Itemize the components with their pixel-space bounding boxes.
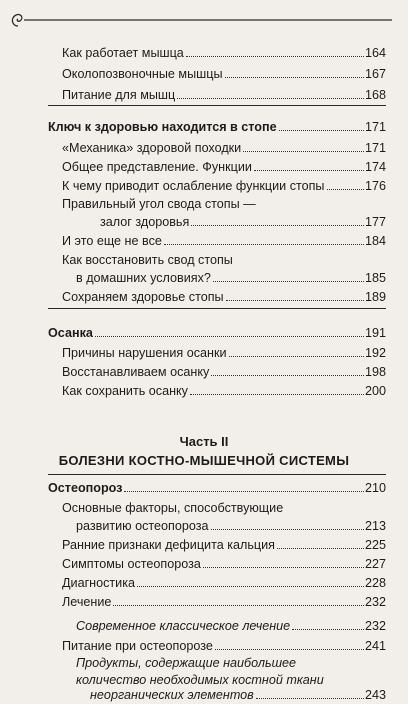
toc-entry: Сохраняем здоровье стопы 189 <box>62 290 386 304</box>
toc-entry: Питание для мышц 168 <box>62 88 386 102</box>
toc-subentry: неорганических элементов 243 <box>90 688 386 702</box>
toc-entry: Причины нарушения осанки 192 <box>62 346 386 360</box>
toc-entry-title: Правильный угол свода стопы — <box>62 197 256 211</box>
toc-entry: Лечение 232 <box>62 595 386 609</box>
toc-entry: Диагностика 228 <box>62 576 386 590</box>
toc-entry: Общее представление. Функции 174 <box>62 160 386 174</box>
toc-entry: в домашних условиях? 185 <box>76 271 386 285</box>
toc-entry-title: Основные факторы, способствующие <box>62 501 284 515</box>
toc-entry: Околопозвоночные мышцы 167 <box>62 67 386 81</box>
toc-entry: И это еще не все 184 <box>62 234 386 248</box>
toc-entry: «Механика» здоровой походки 171 <box>62 141 386 155</box>
section-divider <box>48 308 386 309</box>
part-title: БОЛЕЗНИ КОСТНО-МЫШЕЧНОЙ СИСТЕМЫ <box>58 453 350 468</box>
toc-entry: Ранние признаки дефицита кальция 225 <box>62 538 386 552</box>
toc-entry: Восстанавливаем осанку 198 <box>62 365 386 379</box>
toc-entry: залог здоровья 177 <box>100 215 386 229</box>
toc-subentry: Современное классическое лечение 232 <box>76 619 386 633</box>
toc-subentry-title: количество необходимых костной ткани <box>76 673 324 687</box>
part-label: Часть II <box>179 434 229 449</box>
toc-entry: К чему приводит ослабление функции стопы 176 <box>62 179 386 193</box>
toc-entry: Питание при остеопорозе 241 <box>62 639 386 653</box>
toc-entry-title: Как восстановить свод стопы <box>62 253 233 267</box>
toc-entry: развитию остеопороза 213 <box>76 519 386 533</box>
toc-section-entry: Остеопороз 210 <box>48 481 386 495</box>
toc-entry: Как сохранить осанку 200 <box>62 384 386 398</box>
toc-section-entry: Ключ к здоровью находится в стопе 171 <box>48 120 386 134</box>
section-divider <box>48 105 386 106</box>
section-divider <box>48 474 386 475</box>
toc-entry: Как работает мышца 164 <box>62 46 386 60</box>
toc-entry: Симптомы остеопороза 227 <box>62 557 386 571</box>
toc-subentry-title: Продукты, содержащие наибольшее <box>76 656 297 670</box>
toc-section-entry: Осанка 191 <box>48 326 386 340</box>
